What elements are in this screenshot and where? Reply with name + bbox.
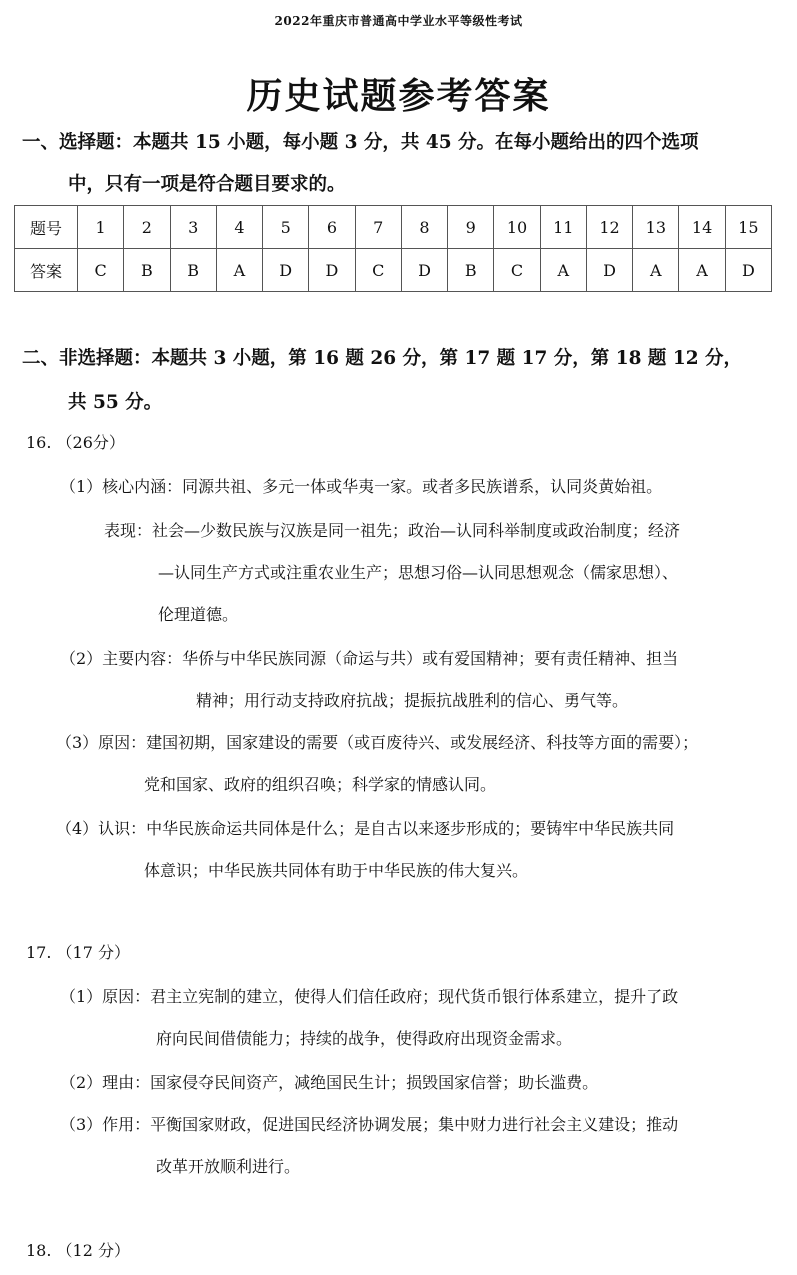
question-number: 8 — [401, 206, 447, 249]
answer-cell: B — [124, 249, 170, 292]
answer-cell: B — [448, 249, 494, 292]
q17-answer-line: （1）原因：君主立宪制的建立，使得人们信任政府；现代货币银行体系建立，提升了政 — [60, 987, 679, 1006]
answer-cell: D — [263, 249, 309, 292]
question-number: 9 — [448, 206, 494, 249]
exam-title: 2022年重庆市普通高中学业水平等级性考试 — [274, 14, 523, 28]
question-number: 6 — [309, 206, 355, 249]
q17-answer-line: （3）作用：平衡国家财政，促进国民经济协调发展；集中财力进行社会主义建设；推动 — [60, 1115, 679, 1134]
row-label-answer: 答案 — [15, 249, 78, 292]
question-number: 11 — [540, 206, 586, 249]
q17-heading: 17. （17 分） — [26, 943, 130, 962]
q17-answer-line: 府向民间借债能力；持续的战争，使得政府出现资金需求。 — [156, 1029, 573, 1048]
q16-heading: 16. （26分） — [26, 433, 125, 452]
q16-answer-line: （1）核心内涵：同源共祖、多元一体或华夷一家。或者多民族谱系，认同炎黄始祖。 — [60, 477, 663, 496]
q17-answer-line: 改革开放顺利进行。 — [156, 1157, 301, 1176]
question-number: 14 — [679, 206, 725, 249]
question-number: 10 — [494, 206, 540, 249]
q16-answer-line: （4）认识：中华民族命运共同体是什么；是自古以来逐步形成的；要铸牢中华民族共同 — [56, 819, 675, 838]
answer-cell: D — [586, 249, 632, 292]
answer-cell: C — [355, 249, 401, 292]
answer-table — [14, 205, 772, 292]
q17-answer-line: （2）理由：国家侵夺民间资产，减绝国民生计；损毁国家信誉；助长滥费。 — [60, 1073, 599, 1092]
row-label-number: 题号 — [15, 206, 78, 249]
table-row-numbers — [15, 206, 772, 249]
answer-cell: D — [401, 249, 447, 292]
q16-answer-line: （2）主要内容：华侨与中华民族同源（命运与共）或有爱国精神；要有责任精神、担当 — [60, 649, 679, 668]
section2-heading-cont: 共 55 分。 — [68, 392, 163, 413]
answer-cell: A — [216, 249, 262, 292]
exam-subtitle: 历史试题参考答案 — [246, 75, 551, 117]
answer-cell: A — [633, 249, 679, 292]
answer-cell: C — [494, 249, 540, 292]
question-number: 5 — [263, 206, 309, 249]
question-number: 1 — [78, 206, 124, 249]
answer-cell: C — [78, 249, 124, 292]
table-row-answers — [15, 249, 772, 292]
answer-cell: B — [170, 249, 216, 292]
answer-cell: D — [309, 249, 355, 292]
question-number: 13 — [633, 206, 679, 249]
section2-heading: 二、非选择题：本题共 3 小题，第 16 题 26 分，第 17 题 17 分，第 18 题 12 分， — [22, 348, 743, 369]
question-number: 15 — [725, 206, 771, 249]
q16-answer-line: 精神；用行动支持政府抗战；提振抗战胜利的信心、勇气等。 — [196, 691, 629, 710]
question-number: 3 — [170, 206, 216, 249]
q16-answer-line: 体意识；中华民族共同体有助于中华民族的伟大复兴。 — [144, 861, 529, 880]
q16-answer-line: —认同生产方式或注重农业生产；思想习俗—认同思想观念（儒家思想）、 — [158, 563, 679, 582]
q16-answer-line: （3）原因：建国初期，国家建设的需要（或百废待兴、或发展经济、科技等方面的需要）； — [56, 733, 699, 752]
question-number: 2 — [124, 206, 170, 249]
question-number: 7 — [355, 206, 401, 249]
question-number: 12 — [586, 206, 632, 249]
q16-answer-line: 伦理道德。 — [158, 605, 239, 624]
answer-cell: D — [725, 249, 771, 292]
answer-cell: A — [540, 249, 586, 292]
q18-heading: 18. （12 分） — [26, 1241, 130, 1260]
question-number: 4 — [216, 206, 262, 249]
q16-answer-line: 表现：社会—少数民族与汉族是同一祖先；政治—认同科举制度或政治制度；经济 — [104, 521, 681, 540]
section1-heading: 一、选择题：本题共 15 小题，每小题 3 分，共 45 分。在每小题给出的四个选项 — [22, 132, 699, 153]
section1-heading-cont: 中，只有一项是符合题目要求的。 — [68, 174, 346, 195]
q16-answer-line: 党和国家、政府的组织召唤；科学家的情感认同。 — [144, 775, 497, 794]
answer-cell: A — [679, 249, 725, 292]
